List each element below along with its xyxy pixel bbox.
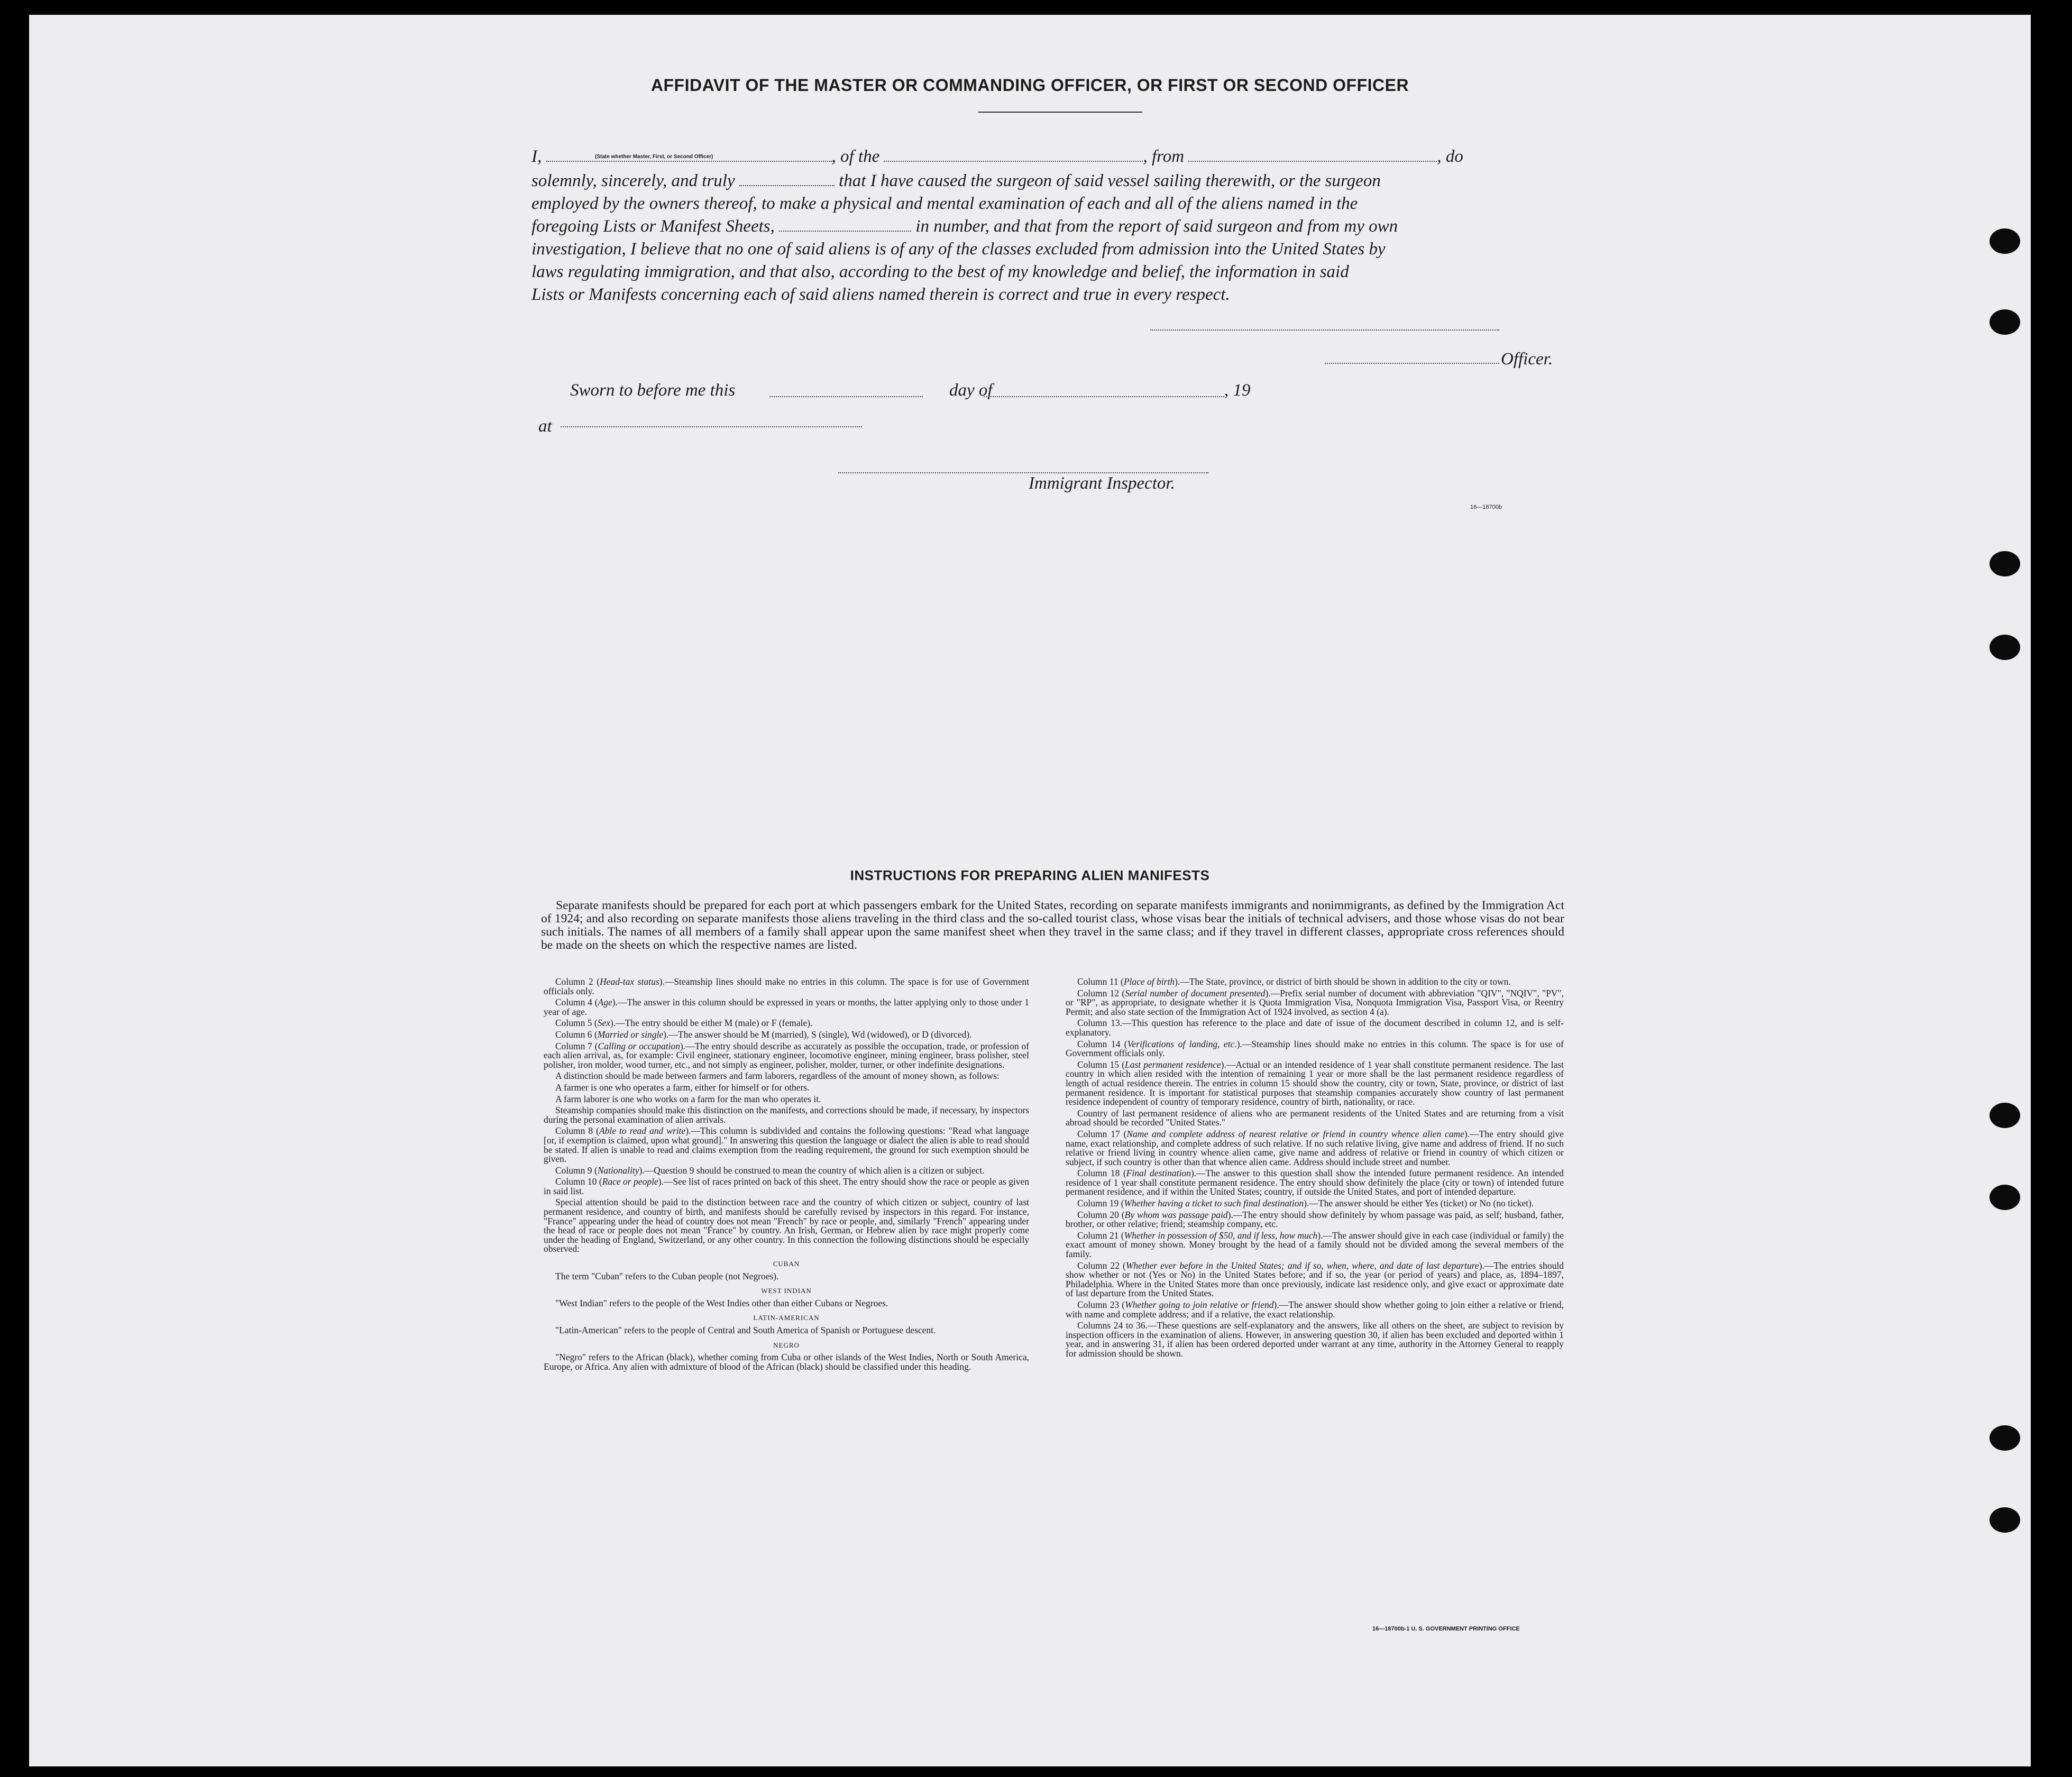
affidavit-line-7: Lists or Manifests concerning each of said aliens named therein is correct and true in every respect. bbox=[531, 285, 1230, 304]
column-text: A farm laborer is one who works on a farm for the man who operates it. bbox=[555, 1093, 821, 1104]
column-text: ).—The answer should give in each case (individual or family) the exact amount of money shown. Money brought by the head of a family should not be divided among the several members of the family. bbox=[1066, 1230, 1564, 1260]
column-text: —These questions are self-explanatory and the answers, like all others on the sheet, are subject to revision by inspection officers in the examination of aliens. However, in answering question 30, if alien has been excluded and deported within 1 year, and in answering 31, if alien has been ordered deported under warrant at any time, authority in the Attorney General to reapply for admission should be shown. bbox=[1066, 1320, 1564, 1359]
column-topic: Final destination bbox=[1126, 1168, 1191, 1179]
column-text: Steamship companies should make this distinction on the manifests, and corrections should be made, if necessary, by inspectors during the personal examination of alien arrivals. bbox=[544, 1105, 1029, 1125]
column-lead: Column 19 ( bbox=[1077, 1198, 1124, 1209]
column-topic: Last permanent residence bbox=[1124, 1059, 1221, 1070]
column-lead: Column 9 ( bbox=[555, 1165, 598, 1176]
column-text: ).—The entry should show definitely by whom passage was paid, as self; husband, father, brother, or other relative; friend; steamship company, etc. bbox=[1066, 1209, 1564, 1230]
left-column-items bbox=[544, 977, 1029, 1254]
column-text: ).—The answer in this column should be expressed in years or months, the latter applying only to those under 1 year of age. bbox=[544, 997, 1029, 1017]
day-of-text: day of bbox=[949, 381, 993, 400]
left-column-paragraph bbox=[544, 1071, 1029, 1081]
instructions-intro: Separate manifests should be prepared for each port at which passengers embark for the United States, recording on separate manifests immigrants and nonimmigrants, as defined by the Immigration Act of 1924; and also recording on separate manifests those aliens traveling in the third class and the so-called tourist class, whose visas bear the initials of technical advisers, and those whose visas do not bear such initials. The names of all members of a family shall appear upon the same manifest sheet when they travel in the same class; and if they travel in different classes, appropriate cross references should be made on the sheets on which the respective names are listed. bbox=[541, 899, 1564, 952]
column-topic: Age bbox=[598, 997, 612, 1008]
right-column-paragraph bbox=[1066, 1199, 1564, 1208]
document-sheet bbox=[29, 15, 2031, 1766]
column-text: ).—The entry should describe as accurately as possible the occupation, trade, or profession of each alien arrival, as, for example: Civil engineer, stationary engineer, locomotive engineer, mining engineer, brass polisher, steel polisher, iron molder, wood turner, etc., and not simply as engineer, polisher, molder, turner, or other indefinite designations. bbox=[544, 1040, 1030, 1070]
column-text: ).—The entry should give name, exact relationship, and complete address of such relative. If no such relative living, give name and address of friend. If no such relative or friend living in country whence alien came, give name and address of relative or friend in country of which citizen or subject, if such country is other than that whence alien came. Address should include street and number. bbox=[1066, 1128, 1564, 1167]
right-column-paragraph bbox=[1066, 989, 1564, 1017]
column-topic: Whether ever before in the United States; and if so, when, where, and date of last departure bbox=[1125, 1260, 1479, 1271]
title-rule bbox=[978, 112, 1142, 113]
left-column-paragraph bbox=[544, 1177, 1029, 1196]
column-lead: Column 7 ( bbox=[555, 1040, 598, 1051]
right-column-paragraph bbox=[1066, 1321, 1564, 1358]
punch-hole bbox=[1990, 1425, 2020, 1451]
right-column-paragraph bbox=[1066, 1261, 1564, 1298]
officer-signature-line[interactable] bbox=[1150, 329, 1499, 331]
column-text: ).—See list of races printed on back of this sheet. The entry should show the race or people as given in said list. bbox=[544, 1176, 1029, 1196]
left-column-paragraph bbox=[544, 1083, 1029, 1093]
column-lead: Column 14 ( bbox=[1077, 1038, 1127, 1049]
column-topic: Race or people bbox=[602, 1176, 658, 1187]
left-column-paragraph bbox=[544, 977, 1029, 996]
column-lead: Column 6 ( bbox=[555, 1029, 598, 1040]
column-lead: Column 15 ( bbox=[1077, 1059, 1125, 1070]
column-topic: Sex bbox=[597, 1018, 611, 1029]
at-text: at bbox=[538, 417, 552, 436]
column-topic: Name and complete address of nearest relative or friend in country whence alien came bbox=[1126, 1128, 1464, 1139]
sworn-day-blank[interactable] bbox=[769, 396, 923, 397]
column-lead: Column 11 ( bbox=[1077, 976, 1124, 987]
cuban-heading: CUBAN bbox=[773, 1260, 800, 1268]
printing-office-footer: 16—18700b-1 U. S. GOVERNMENT PRINTING OFFICE bbox=[1372, 1626, 1520, 1632]
left-column-paragraph bbox=[544, 1095, 1029, 1104]
right-column-paragraph bbox=[1066, 1019, 1564, 1037]
instructions-right-column bbox=[1066, 977, 1564, 1361]
punch-hole bbox=[1990, 551, 2020, 576]
column-lead: Column 8 ( bbox=[555, 1125, 599, 1137]
column-text: A farmer is one who operates a farm, either for himself or for others. bbox=[555, 1082, 810, 1093]
column-lead: Column 13. bbox=[1077, 1018, 1123, 1029]
vessel-name-blank[interactable] bbox=[884, 160, 1143, 162]
column-text: ).—Steamship lines should make no entries in this column. The space is for use of Government officials only. bbox=[1066, 1038, 1564, 1059]
column-topic: Married or single bbox=[597, 1029, 664, 1040]
right-column-paragraph bbox=[1066, 1109, 1564, 1128]
port-from-blank[interactable] bbox=[1188, 160, 1437, 162]
punch-hole bbox=[1990, 1103, 2020, 1128]
west-indian-heading: WEST INDIAN bbox=[761, 1287, 812, 1295]
column-text: ).—This column is subdivided and contains the following questions: "Read what language [or, if exemption is claimed, upon what ground]." In answering this question the language or dialect the alien is able to read should be stated. If alien is unable to read and claims exemption from the reading requirement, the ground for such exemption should be given. bbox=[544, 1125, 1029, 1165]
left-column-paragraph bbox=[544, 1019, 1029, 1028]
affidavit-title: AFFIDAVIT OF THE MASTER OR COMMANDING OFFICER, OR FIRST OR SECOND OFFICER bbox=[650, 76, 1409, 95]
column-text: A distinction should be made between farmers and farm laborers, regardless of the amount of money shown, as follows: bbox=[555, 1070, 1000, 1082]
negro-heading: NEGRO bbox=[773, 1341, 800, 1349]
right-column-paragraph bbox=[1066, 1040, 1564, 1058]
left-column-paragraph bbox=[544, 1126, 1029, 1164]
column-lead: Column 4 ( bbox=[555, 997, 598, 1008]
column-text: ).—The State, province, or district of birth should be shown in addition to the city or town. bbox=[1175, 976, 1511, 987]
column-text: ).—Actual or an intended residence of 1 year shall constitute permanent residence. The last country in which alien resided with the intention of remaining 1 year or more shall be the last permanent residence regardless of length of actual residence therein. The entries in column 15 should show the country, city or town, State, province, or district of last permanent residence. It is important for statistical purposes that steamship companies accurately show country of last permanent residence independent of country of temporary residence, country of birth, nationality, or race. bbox=[1066, 1059, 1564, 1107]
instructions-title: INSTRUCTIONS FOR PREPARING ALIEN MANIFESTS bbox=[850, 867, 1210, 883]
officer-name-line[interactable] bbox=[1325, 363, 1499, 364]
affidavit-line-3: employed by the owners thereof, to make a physical and mental examination of each and all of the aliens named in the bbox=[531, 194, 1358, 213]
column-text: Country of last permanent residence of aliens who are permanent residents of the United States and are returning from a visit abroad should be recorded "United States." bbox=[1066, 1107, 1564, 1128]
column-text: ).—The entries should show whether or not (Yes or No) in the United States before; and if so, the year (or period of years) and place, as, 1894–1897, Philadelphia. Where in the United States more than once previously, indicate last residence only, and give exact or approximate date of last departure from the United States. bbox=[1066, 1260, 1564, 1299]
sworn-text: Sworn to before me this bbox=[570, 381, 736, 400]
affidavit-line-4: foregoing Lists or Manifest Sheets, in number, and that from the report of said surgeon and from my own bbox=[531, 217, 1398, 236]
column-lead: Column 2 ( bbox=[555, 976, 600, 987]
year-text: , 19 bbox=[1224, 381, 1251, 400]
sworn-month-blank[interactable] bbox=[984, 396, 1224, 397]
column-topic: Whether in possession of $50, and if less, how much bbox=[1124, 1230, 1318, 1241]
column-lead: Columns 24 to 36. bbox=[1077, 1320, 1148, 1331]
left-column-paragraph bbox=[544, 1106, 1029, 1124]
left-column-paragraph bbox=[544, 1198, 1029, 1254]
punch-hole bbox=[1990, 309, 2020, 335]
column-text: ).—The entry should be either M (male) or F (female). bbox=[610, 1018, 813, 1029]
column-lead: Column 23 ( bbox=[1077, 1299, 1125, 1310]
column-lead: Column 21 ( bbox=[1077, 1230, 1124, 1241]
rank-note: (State whether Master, First, or Second Officer) bbox=[595, 154, 713, 160]
officer-label: Officer. bbox=[1501, 350, 1553, 369]
inspector-label: Immigrant Inspector. bbox=[1029, 474, 1175, 493]
punch-hole bbox=[1990, 1507, 2020, 1533]
right-column-paragraph bbox=[1066, 1231, 1564, 1259]
right-column-paragraph bbox=[1066, 1060, 1564, 1107]
column-topic: Able to read and write bbox=[599, 1125, 686, 1137]
left-column-paragraph bbox=[544, 1030, 1029, 1040]
west-indian-text: "West Indian" refers to the people of the West Indies other than either Cubans or Negroes. bbox=[555, 1297, 888, 1308]
column-text: Special attention should be paid to the distinction between race and the country of which citizen or subject, country of last permanent residence, and country of birth, and manifests should be carefully revised by inspectors in this regard. For instance, "France" appearing under the head of country does not mean "French" by race or people, and, similarly "French" appearing under the head of race or people does not mean "France" by country. An Irish, German, or Hebrew alien by race might properly come under the heading of England, Switzerland, or any other country. In this connection the following distinctions should be especially observed: bbox=[544, 1197, 1029, 1254]
column-text: ).—The answer should be M (married), S (single), Wd (widowed), or D (divorced). bbox=[663, 1029, 972, 1040]
column-lead: Column 5 ( bbox=[555, 1018, 598, 1029]
latin-american-text: "Latin-American" refers to the people of Central and South America of Spanish or Portuguese descent. bbox=[555, 1325, 936, 1335]
column-text: ).—Question 9 should be construed to mean the country of which alien is a citizen or subject. bbox=[639, 1165, 985, 1176]
column-topic: Calling or occupation bbox=[598, 1040, 680, 1051]
form-number: 16—18700b bbox=[1470, 504, 1502, 510]
negro-text: "Negro" refers to the African (black), whether coming from Cuba or other islands of the West Indies, North or South America, Europe, or Africa. Any alien with admixture of blood of the African (black) should be classified under this heading. bbox=[544, 1352, 1029, 1372]
column-lead: Column 12 ( bbox=[1077, 987, 1125, 999]
column-text: ).—The answer should show whether going to join either a relative or friend, with name and complete address; and if a relative, the exact relationship. bbox=[1066, 1299, 1564, 1320]
column-topic: Verifications of landing, etc. bbox=[1127, 1038, 1237, 1049]
latin-american-heading: LATIN-AMERICAN bbox=[753, 1314, 820, 1322]
swear-blank[interactable] bbox=[739, 185, 835, 186]
right-column-paragraph bbox=[1066, 1300, 1564, 1319]
left-column-paragraph bbox=[544, 1042, 1029, 1070]
officer-rank-blank[interactable] bbox=[546, 160, 832, 162]
column-text: ).—The answer should be either Yes (ticket) or No (no ticket). bbox=[1304, 1198, 1534, 1209]
column-topic: By whom was passage paid bbox=[1124, 1209, 1228, 1220]
left-column-paragraph bbox=[544, 998, 1029, 1016]
right-column-paragraph bbox=[1066, 1130, 1564, 1167]
column-lead: Column 20 ( bbox=[1077, 1209, 1125, 1220]
punch-hole bbox=[1990, 1185, 2020, 1210]
sheet-count-blank[interactable] bbox=[779, 230, 911, 232]
column-lead: Column 18 ( bbox=[1077, 1168, 1126, 1179]
column-text: ).—The answer to this question shall show the intended future permanent residence. An intended residence of 1 year shall constitute permanent residence. The entry should show definitely the place (city or town) of intended future permanent residence, and if within the United States; country, if outside the United States, and port of intended departure. bbox=[1066, 1168, 1564, 1197]
right-column-paragraph bbox=[1066, 977, 1564, 987]
instructions-left-column bbox=[544, 977, 1029, 1373]
left-column-paragraph bbox=[544, 1166, 1029, 1176]
affidavit-line-6: laws regulating immigration, and that also, according to the best of my knowledge and belief, the information in said bbox=[531, 262, 1349, 281]
column-lead: Column 10 ( bbox=[555, 1176, 602, 1187]
column-topic: Place of birth bbox=[1123, 976, 1175, 987]
punch-hole bbox=[1990, 635, 2020, 660]
column-text: ).—Steamship lines should make no entries in this column. The space is for use of Government officials only. bbox=[544, 976, 1029, 996]
inspector-signature-line[interactable] bbox=[838, 472, 1208, 473]
column-topic: Head-tax status bbox=[600, 976, 659, 987]
column-topic: Serial number of document presented bbox=[1125, 987, 1266, 999]
column-topic: Nationality bbox=[597, 1165, 639, 1176]
column-lead: Column 22 ( bbox=[1077, 1260, 1126, 1271]
column-lead: Column 17 ( bbox=[1077, 1128, 1127, 1139]
column-text: ).—Prefix serial number of document with abbreviation "QIV", "NQIV", "PV", or "RP", as appropriate, to designate whether it is Quota Immigration Visa, Nonquota Immigration Visa, Passport Visa, or Reentry Permit; and also state section of the Immigration Act of 1924 involved, as section 4 (a). bbox=[1066, 987, 1564, 1017]
column-topic: Whether going to join relative or friend bbox=[1125, 1299, 1274, 1310]
cuban-text: The term "Cuban" refers to the Cuban people (not Negroes). bbox=[555, 1270, 779, 1281]
affidavit-line-1: I, , of the , from , do bbox=[531, 147, 1463, 166]
right-column-paragraph bbox=[1066, 1211, 1564, 1229]
right-column-paragraph bbox=[1066, 1169, 1564, 1197]
affidavit-line-5: investigation, I believe that no one of said aliens is of any of the classes excluded from admission into the United States by bbox=[531, 240, 1386, 259]
column-text: —This question has reference to the place and date of issue of the document described in column 12, and is self-explanatory. bbox=[1066, 1018, 1564, 1038]
place-blank[interactable] bbox=[561, 426, 862, 427]
affidavit-line-2: solemnly, sincerely, and truly that I have caused the surgeon of said vessel sailing therewith, or the surgeon bbox=[531, 171, 1381, 190]
right-column-items bbox=[1066, 977, 1564, 1359]
column-topic: Whether having a ticket to such final destination bbox=[1124, 1198, 1304, 1209]
punch-hole bbox=[1990, 228, 2020, 254]
